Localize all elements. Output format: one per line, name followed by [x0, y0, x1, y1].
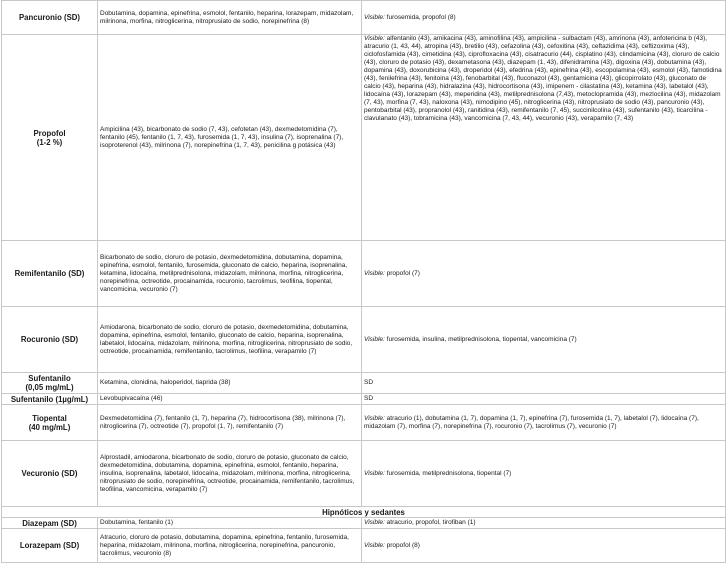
table-row [2, 373, 726, 394]
compatibility-table [1, 0, 726, 563]
compatible-drugs: Alprostadil, amiodarona, bicarbonato de sodio, cloruro de potasio, gluconato de calcio, dexmedetomidina, dobutamina, dopamina, epinefrina, esmolol, fentanilo, heparina, insulina, isoprenalina, labetalol, lidocaína, midazolam, milrinona, morfina, nitroglicerina, nitroprusiato de sodio, norepinefrina, octreotide, procainamida, remifentanilo, tacrolimus, teofilina, vancomicina, verapamilo (7) [98, 441, 362, 507]
visible-label: Visible: [364, 269, 385, 277]
table-row [2, 1, 726, 35]
observations: Visible: atracurio, propofol, tirofiban (1) [362, 518, 726, 529]
drug-name: Propofol (1-2 %) [2, 35, 98, 241]
visible-label: Visible: [364, 519, 385, 526]
drug-name: Pancuronio (SD) [2, 1, 98, 35]
observations: Visible: furosemida, insulina, metilprednisolona, tiopental, vancomicina (7) [362, 307, 726, 373]
compatible-drugs: Amiodarona, bicarbonato de sodio, cloruro de potasio, dexmedetomidina, dobutamina, dopamina, epinefrina, esmolol, fentanilo, gluconato de calcio, heparina, isoprenalina, labetalol, lidocaína, midazolam, milrinona, morfina, nitroglicerina, nitroprusiato de sodio, octreotide, procainamida, remifentanilo, tacrolimus, teofilina, verapamilo (7) [98, 307, 362, 373]
table-row [2, 405, 726, 441]
drug-name: Lorazepam (SD) [2, 529, 98, 563]
table-row [2, 394, 726, 405]
visible-label: Visible: [364, 35, 385, 42]
observations: SD [362, 373, 726, 394]
drug-name: Rocuronio (SD) [2, 307, 98, 373]
table-row [2, 241, 726, 307]
table-row [2, 529, 726, 563]
visible-label: Visible: [364, 13, 385, 21]
drug-name: Vecuronio (SD) [2, 441, 98, 507]
compatible-drugs: Dexmedetomidina (7), fentanilo (1, 7), heparina (7), hidrocortisona (38), milrinona (7), nitroglicerina (7), octreotide (7), propofol (1, 7), remifentanilo (7) [98, 405, 362, 441]
section-title: Hipnóticos y sedantes [2, 507, 726, 518]
table-row [2, 518, 726, 529]
compatible-drugs: Bicarbonato de sodio, cloruro de potasio, dexmedetomidina, dobutamina, dopamina, epinefrina, esmolol, fentanilo, furosemida, gluconato de calcio, heparina, isoprenalina, ketamina, lidocaína, metilprednisolona, midazolam, milrinona, morfina, nitroglicerina, norepinefrina, octreotide, procainamida, rocuronio, tacrolimus, teofilina, tiopental, vancomicina, vecuronio (7) [98, 241, 362, 307]
compatible-drugs: Dobutamina, dopamina, epinefrina, esmolol, fentanilo, heparina, lorazepam, midazolam, milrinona, morfina, nitroglicerina, nitroprusiato de sodio, norepinefrina (8) [98, 1, 362, 35]
table-row [2, 35, 726, 241]
observations: SD [362, 394, 726, 405]
visible-label: Visible: [364, 335, 385, 343]
observations: Visible: propofol (8) [362, 529, 726, 563]
observations: Visible: furosemida, metilprednisolona, tiopental (7) [362, 441, 726, 507]
observations: Visible: propofol (7) [362, 241, 726, 307]
compatible-drugs: Ketamina, clonidina, haloperidol, tiaprida (38) [98, 373, 362, 394]
compatible-drugs: Levobupivacaína (46) [98, 394, 362, 405]
drug-name: Sufentanilo (1µg/mL) [2, 394, 98, 405]
visible-label: Visible: [364, 414, 385, 422]
section-header-row [2, 507, 726, 518]
visible-label: Visible: [364, 469, 385, 477]
drug-name: Remifentanilo (SD) [2, 241, 98, 307]
compatible-drugs: Dobutamina, fentanilo (1) [98, 518, 362, 529]
visible-label: Visible: [364, 541, 385, 549]
drug-name: Diazepam (SD) [2, 518, 98, 529]
observations: Visible: alfentanilo (43), amikacina (43), aminofilina (43), ampicilina - sulbactam (43), amrinona (43), anfotericina b (43), atracurio (1, 43, 44), atropina (43), bretilio (43), cefazolina (43), cefoxitina (43), ceftazidima (43), ceftizoxima (43), ciclofosfamida (43), cimetidina (43), ciprofloxacina (43), cisatracurio (44), cisplatino (43), clindamicina (43), cloruro de calcio (43), cloruro de potasio (43), dexametasona (43), diazepam (1, 43), difenidramina (43), digoxina (43), dobutamina (43), dopamina (43), doxorubicina (43), droperidol (43), efedrina (43), epinefrina (43), escopolamina (43), esmolol (43), famotidina (43), fenilefrina (43), fenitoina (43), fenobarbital (43), fluconazol (43), gentamicina (43), glicopirrolato (43), gluconato de calcio (43), heparina (43), hidralazina (43), hidrocortisona (43), imipenem - cilastatina (43), ketamina (43), labetalol (43), lidocaína (43), lorazepam (43), meperidina (43), metilprednisolona (7,43), metoclopramida (43), mezlocilina (43), midazolam (7, 43), morfina (7, 43), naloxona (43), nimodipino (45), nitroglicerina (43), nitroprusiato de sodio (43), pancuronio (43), pentobarbital (43), propranolol (43), ranitidina (43), remifentanilo (7, 45), succinilcolina (43), sufentanilo (43), ticarcilina - clavulanato (43), tobramicina (43), vancomicina (7, 43, 44), vecuronio (43), verapamilo (7, 43) [362, 35, 726, 241]
observations: Visible: atracurio (1), dobutamina (1, 7), dopamina (1, 7), epinefrina (7), furosemida (1, 7), labetalol (7), lidocaína (7), midazolam (7), morfina (7), norepinefrina (7), rocuronio (7), tacrolimus (7), vecuronio (7) [362, 405, 726, 441]
drug-name: Sufentanilo (0,05 mg/mL) [2, 373, 98, 394]
table-row [2, 307, 726, 373]
table-row [2, 441, 726, 507]
drug-name: Tiopental (40 mg/mL) [2, 405, 98, 441]
observations: Visible: furosemida, propofol (8) [362, 1, 726, 35]
compatible-drugs: Ampicilina (43), bicarbonato de sodio (7, 43), cefotetan (43), dexmedetomidina (7), fentanilo (45), fentanilo (1, 7, 43), furosemida (1, 7, 43), insulina (7), isoprenalina (7), isoproterenol (43), milrinona (7), norepinefrina (1, 7, 43), penicilina g potásica (43) [98, 35, 362, 241]
compatible-drugs: Atracurio, cloruro de potasio, dobutamina, dopamina, epinefrina, fentanilo, furosemida, heparina, midazolam, milrinona, morfina, nitroglicerina, norepinefrina, pancuronio, tacrolimus, vecuronio (8) [98, 529, 362, 563]
